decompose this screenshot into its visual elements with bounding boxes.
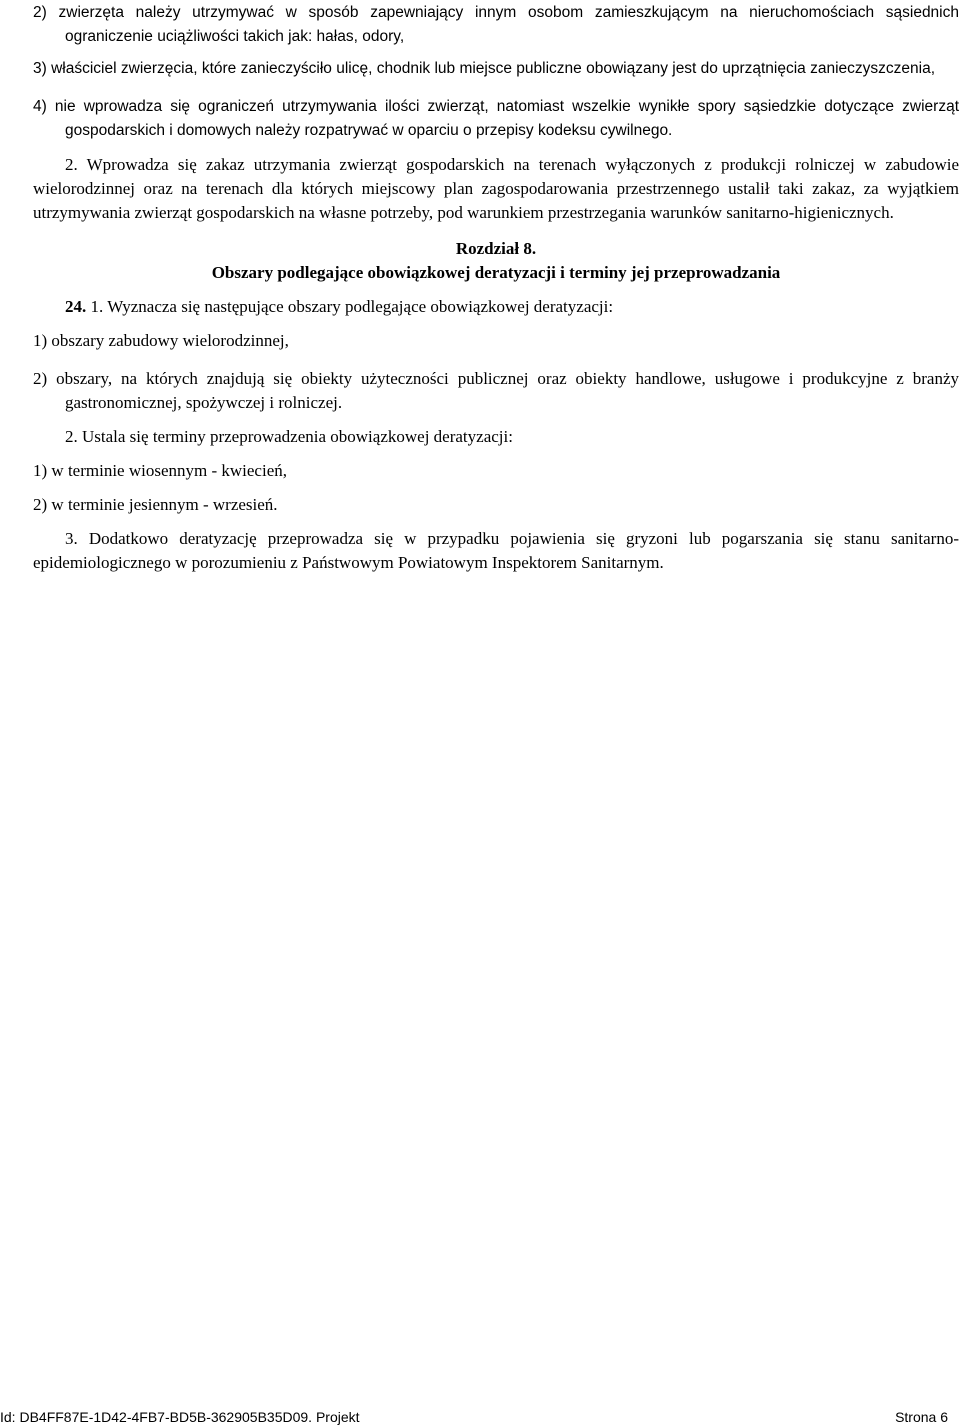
area-item-2 — [33, 367, 959, 415]
list-item-number: 2) — [33, 495, 48, 514]
list-item-number: 2) — [33, 369, 48, 388]
article-24-section-3 — [33, 527, 959, 575]
list-item-3 — [33, 57, 959, 81]
term-item-1 — [33, 459, 959, 483]
article-24-section-2 — [33, 425, 959, 449]
area-item-1 — [33, 329, 959, 353]
list-item-2 — [33, 1, 959, 49]
section-text: Wprowadza się zakaz utrzymania zwierząt gospodarskich na terenach wyłączonych z produkcji rolniczej w zabudowie wielorodzinnej oraz na terenach dla których miejscowy plan zagospodarowania przestrzennego ustalił taki zakaz, za wyjątkiem utrzymywania zwierząt gospodarskich na własne potrzeby, pod warunkiem przestrzegania warunków sanitarno-higienicznych. — [33, 155, 959, 222]
chapter-number: Rozdział 8. — [455, 239, 537, 258]
list-item-text: obszary zabudowy wielorodzinnej, — [51, 331, 289, 350]
article-24-section-1 — [33, 295, 959, 319]
list-item-text: zwierzęta należy utrzymywać w sposób zapewniający innym osobom zamieszkującym na nieruchomościach sąsiednich ograniczenie uciążliwości takich jak: hałas, odory, — [58, 4, 959, 45]
section-text: Dodatkowo deratyzację przeprowadza się w przypadku pojawienia się gryzoni lub pogarszania się stanu sanitarno-epidemiologicznego w porozumieniu z Państwowym Powiatowym Inspektorem Sanitarnym. — [33, 529, 959, 572]
chapter-title: Obszary podlegające obowiązkowej deratyzacji i terminy jej przeprowadzania — [211, 263, 781, 282]
section-text: Ustala się terminy przeprowadzenia obowiązkowej deratyzacji: — [82, 427, 513, 446]
article-number: 24. — [65, 297, 87, 316]
section-number: 3. — [65, 529, 78, 548]
list-item-4 — [33, 95, 959, 143]
list-item-text: obszary, na których znajdują się obiekty użyteczności publicznej oraz obiekty handlowe, usługowe i produkcyjne z branży gastronomicznej, spożywczej i rolniczej. — [56, 369, 959, 412]
page-number: Strona 6 — [895, 1409, 948, 1425]
list-item-number: 1) — [33, 461, 48, 480]
list-item-text: nie wprowadza się ograniczeń utrzymywania ilości zwierząt, natomiast wszelkie wynikłe spory sąsiedzkie dotyczące zwierząt gospodarskich i domowych należy rozpatrywać w oparciu o przepisy kodeksu cywilnego. — [54, 98, 959, 139]
section-2 — [33, 153, 959, 225]
list-item-text: w terminie wiosennym - kwiecień, — [51, 461, 287, 480]
document-id: Id: DB4FF87E-1D42-4FB7-BD5B-362905B35D09. Projekt — [0, 1409, 360, 1425]
list-item-number: 4) — [33, 98, 47, 115]
section-number: 2. — [65, 427, 78, 446]
page-footer — [0, 1408, 948, 1426]
document-page — [33, 1, 959, 575]
term-item-2 — [33, 493, 959, 517]
section-text: Wyznacza się następujące obszary podlegające obowiązkowej deratyzacji: — [107, 297, 614, 316]
list-item-number: 3) — [33, 60, 47, 77]
list-item-text: w terminie jesiennym - wrzesień. — [51, 495, 278, 514]
section-number: 1. — [90, 297, 104, 316]
list-item-number: 2) — [33, 4, 47, 21]
list-item-number: 1) — [33, 331, 48, 350]
section-number: 2. — [65, 155, 78, 174]
list-item-text: właściciel zwierzęcia, które zanieczyściło ulicę, chodnik lub miejsce publiczne obowiązany jest do uprzątnięcia zanieczyszczenia, — [51, 60, 936, 77]
